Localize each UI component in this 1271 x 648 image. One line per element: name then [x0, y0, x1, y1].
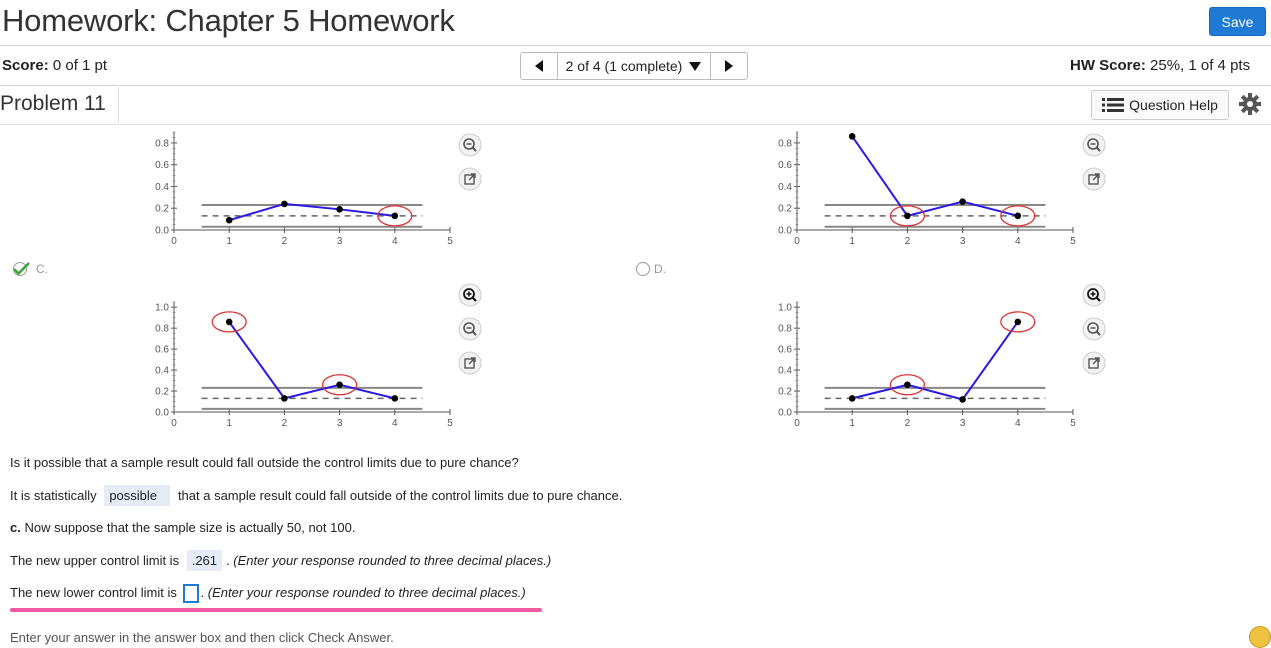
question-help-label: Question Help [1129, 97, 1218, 113]
y-tick-label: 0.4 [155, 365, 169, 377]
data-point [281, 201, 288, 208]
data-point [904, 381, 911, 388]
question-position: 2 of 4 (1 complete) [565, 58, 683, 74]
chart-svg [140, 126, 460, 248]
answer-prefix: It is statistically [10, 488, 97, 503]
part-c-text [10, 520, 355, 535]
zoom-in-icon[interactable] [458, 283, 482, 307]
data-point [959, 396, 966, 403]
radio-button[interactable] [636, 262, 650, 276]
y-tick-label: 0.2 [778, 386, 792, 398]
x-tick-label: 5 [447, 418, 453, 429]
lcl-line: The new lower control limit is . (Enter your response rounded to three decimal places.) [10, 584, 526, 603]
score-value: 0 of 1 pt [52, 57, 108, 74]
question-text: Is it possible that a sample result could fall outside the control limits due to pure chance? [10, 455, 519, 470]
x-tick-label: 0 [171, 418, 177, 429]
popout-icon[interactable] [1082, 167, 1106, 191]
option-c-label: C. [36, 262, 48, 276]
x-tick-label: 3 [336, 236, 343, 247]
popout-icon[interactable] [458, 351, 482, 375]
option-c[interactable] [12, 261, 48, 277]
y-tick-label: 0.4 [778, 365, 792, 377]
answer-line-1 [10, 485, 622, 506]
y-tick-label: 0.8 [778, 323, 792, 335]
ucl-line: The new upper control limit is .261 . (Enter your response rounded to three decimal places.) [10, 550, 551, 571]
y-tick-label: 0.6 [155, 344, 169, 356]
x-tick-label: 1 [849, 418, 855, 429]
zoom-out-icon[interactable] [1082, 317, 1106, 341]
x-tick-label: 1 [226, 418, 232, 429]
zoom-out-icon[interactable] [458, 317, 482, 341]
x-tick-label: 4 [392, 236, 398, 247]
data-point [1015, 319, 1022, 326]
checkmark-icon [12, 261, 32, 277]
chart-svg [763, 296, 1083, 430]
y-tick-label: 1.0 [778, 302, 792, 314]
x-tick-label: 4 [1015, 236, 1021, 247]
y-tick-label: 0.8 [778, 138, 792, 150]
lcl-answer-input[interactable] [183, 584, 199, 603]
data-point [281, 395, 288, 402]
y-tick-label: 0.0 [155, 225, 169, 237]
triangle-down-icon [688, 60, 702, 72]
x-tick-label: 2 [904, 236, 911, 247]
chart-top-left [140, 126, 460, 248]
y-tick-label: 0.8 [155, 323, 169, 335]
hw-score [1070, 57, 1250, 74]
x-tick-label: 2 [281, 236, 288, 247]
part-c-body: Now suppose that the sample size is actually 50, not 100. [24, 520, 356, 535]
next-question-button[interactable] [711, 53, 747, 79]
y-tick-label: 0.6 [778, 160, 792, 172]
y-tick-label: 0.0 [155, 407, 169, 419]
triangle-right-icon [723, 59, 735, 73]
x-tick-label: 5 [1070, 418, 1076, 429]
x-tick-label: 0 [794, 236, 800, 247]
zoom-in-icon[interactable] [1082, 283, 1106, 307]
page-title: Homework: Chapter 5 Homework [2, 3, 455, 38]
x-tick-label: 2 [281, 418, 288, 429]
triangle-left-icon [533, 59, 545, 73]
x-tick-label: 3 [336, 418, 343, 429]
problem-title: Problem 11 [0, 92, 106, 115]
data-point [336, 206, 343, 213]
y-tick-label: 0.6 [155, 160, 169, 172]
divider [0, 45, 1271, 46]
y-tick-label: 0.2 [778, 203, 792, 215]
data-point [392, 213, 399, 220]
option-d-label: D. [654, 262, 666, 276]
data-point [849, 133, 856, 140]
question-navigator [520, 52, 748, 80]
popout-icon[interactable] [1082, 351, 1106, 375]
score [2, 57, 107, 74]
part-c-label: c. [10, 520, 21, 535]
x-tick-label: 0 [171, 236, 177, 247]
x-tick-label: 5 [1070, 236, 1076, 247]
previous-question-button[interactable] [521, 53, 557, 79]
x-tick-label: 3 [959, 236, 966, 247]
y-tick-label: 0.0 [778, 407, 792, 419]
data-point [226, 217, 233, 224]
chart-bottom-left [140, 296, 460, 430]
data-point [226, 319, 233, 326]
y-tick-label: 1.0 [155, 302, 169, 314]
zoom-out-icon[interactable] [1082, 133, 1106, 157]
data-point [392, 395, 399, 402]
chart-svg [763, 126, 1083, 248]
y-tick-label: 0.8 [155, 138, 169, 150]
hw-score-value: 25%, 1 of 4 pts [1150, 57, 1251, 74]
gear-icon[interactable] [1238, 92, 1262, 116]
help-avatar-icon[interactable] [1249, 626, 1271, 648]
score-label: Score: [2, 57, 49, 74]
list-icon [1102, 97, 1124, 113]
x-tick-label: 1 [226, 236, 232, 247]
save-button[interactable]: Save [1209, 7, 1266, 36]
x-tick-label: 3 [959, 418, 966, 429]
x-tick-label: 4 [1015, 418, 1021, 429]
y-tick-label: 0.2 [155, 386, 169, 398]
question-help-button[interactable] [1091, 90, 1229, 120]
data-point [336, 381, 343, 388]
footer-instructions: Enter your answer in the answer box and then click Check Answer. [10, 630, 394, 645]
x-tick-label: 4 [392, 418, 398, 429]
ucl-prefix: The new upper control limit is [10, 553, 180, 568]
series-line [852, 136, 1018, 215]
x-tick-label: 1 [849, 236, 855, 247]
data-point [849, 395, 856, 402]
x-tick-label: 5 [447, 236, 453, 247]
y-tick-label: 0.4 [155, 181, 169, 193]
y-tick-label: 0.4 [778, 181, 792, 193]
lcl-hint: (Enter your response rounded to three decimal places.) [207, 584, 526, 600]
zoom-out-icon[interactable] [458, 133, 482, 157]
x-tick-label: 0 [794, 418, 800, 429]
answer-dropdown[interactable]: possible [104, 485, 170, 506]
y-tick-label: 0.6 [778, 344, 792, 356]
data-point [959, 198, 966, 205]
series-line [229, 204, 395, 220]
divider [0, 124, 1271, 125]
y-tick-label: 0.2 [155, 203, 169, 215]
divider [0, 85, 1271, 86]
chart-top-right [763, 126, 1083, 248]
hw-score-label: HW Score: [1070, 57, 1146, 74]
highlight-underline [10, 608, 542, 612]
data-point [1015, 213, 1022, 220]
option-d[interactable] [636, 262, 666, 276]
x-tick-label: 2 [904, 418, 911, 429]
question-select[interactable] [557, 53, 711, 79]
divider [118, 87, 119, 123]
answer-suffix: that a sample result could fall outside of the control limits due to pure chance. [177, 488, 623, 503]
ucl-answer[interactable]: .261 [187, 550, 222, 571]
chart-bottom-right [763, 296, 1083, 430]
chart-svg [140, 296, 460, 430]
ucl-hint: (Enter your response rounded to three decimal places.) [233, 553, 552, 568]
popout-icon[interactable] [458, 167, 482, 191]
y-tick-label: 0.0 [778, 225, 792, 237]
lcl-prefix: The new lower control limit is [10, 584, 177, 600]
data-point [904, 213, 911, 220]
